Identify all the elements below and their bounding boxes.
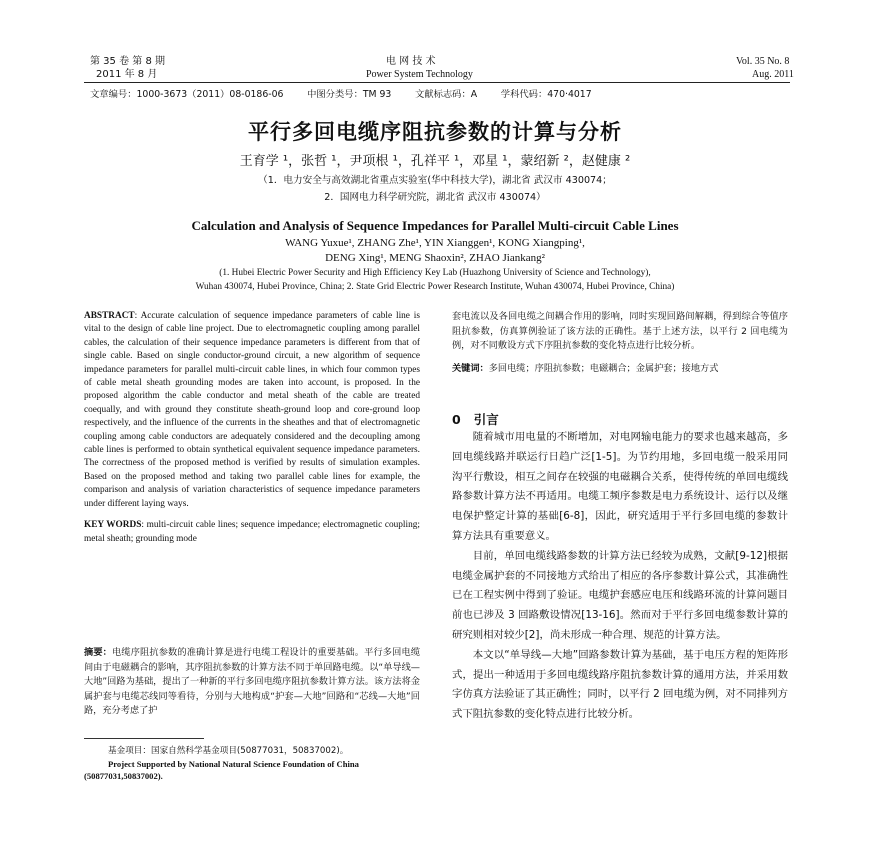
keywords-zh-text: 多回电缆；序阻抗参数；电磁耦合；金属护套；接地方式: [488, 362, 719, 374]
abstract-label: ABSTRACT: [84, 311, 135, 321]
keywords-en-label: KEY WORDS: [84, 520, 142, 531]
header-date: 2011 年 8 月: [96, 69, 158, 80]
abstract-zh-continued: [452, 310, 788, 376]
fund-zh: 基金项目：国家自然科学基金项目(50877031，50837002)。: [108, 746, 349, 756]
affiliation-en-1: (1. Hubei Electric Power Security and High Efficiency Key Lab (Huazhong University of Science and Technology),: [219, 268, 651, 278]
abstract-text: : Accurate calculation of sequence impedance parameters of cable line is vital to the design of cable line project. Due to electromagnetic coupling among parallel cables, the calculation of their sequence impedance parameters is different from that of single cable. Based on single conductor-ground circuit, a new algorithm of sequence impedance parameters for parallel multi-circuit cable lines, in which four common types of cable metal sheath grounding modes are taken into account, is proposed. In the proposed algorithm the cable conductor and metal sheath of the cable are treated coequally, and with ground they constitute sheath-ground loop and core-ground loop respectively, and the influence of the currents in the sheathes and that of electromagnetic coupling among cable conductors are adequately considered and the decoupling among cable lines is performed to obtain synthetical equivalent sequence impedance parameters. The correctness of the proposed method is verified by results of simulation examples. Based on the proposed method and taking two parallel cable lines for example, the comparison and analysis of variation characteristics of sequence impedance parameters under different laying ways.: [84, 311, 420, 509]
fund-en-text: Project Supported by National Natural Science Foundation of China (50877031,50837002).: [84, 759, 359, 782]
abstract-zh-label: 摘要：: [84, 647, 113, 658]
fund-en: [84, 758, 420, 783]
header-journal-en: Power System Technology: [366, 69, 473, 80]
intro-paragraph-2: 目前，单回电缆线路参数的计算方法已经较为成熟，文献[9-12]根据电缆金属护套的不同接地方式给出了相应的各序参数计算公式，其准确性已在工程实例中得到了验证。电缆护套感应电压和线路环流的计算问题目前也已涉及 3 回路敷设情况[13-16]。然而对于平行多回电缆参数计算的研究则相对较少[2]，尚未形成一种合理、规范的计算方法。: [452, 549, 788, 641]
intro-paragraph-1: 随着城市用电量的不断增加，对电网输电能力的要求也越来越高，多回电缆线路并联运行日趋广泛[1-5]。为节约用地，多回电缆一般采用同沟平行敷设，相互之间存在较强的电磁耦合关系，使得传统的单回电缆线路参数计算方法不再适用。电缆工频序参数是电力系统设计、运行以及继电保护整定计算的基础[6-8]，因此，研究适用于平行多回电缆的参数计算方法具有重要意义。: [452, 431, 788, 542]
introduction-body: [452, 428, 788, 725]
affiliation-en-2: Wuhan 430074, Hubei Province, China; 2. State Grid Electric Power Research Institute, Wuhan 430074, Hubei Province, China): [195, 282, 675, 292]
section-heading-introduction: 0 引言: [452, 412, 499, 427]
title-en: Calculation and Analysis of Sequence Impedances for Parallel Multi-circuit Cable Lines: [191, 218, 679, 233]
abstract-en: [84, 310, 420, 546]
keywords-en-text: : multi-circuit cable lines; sequence impedance; electromagnetic coupling; metal sheath; grounding mode: [84, 520, 420, 544]
authors-en-1: WANG Yuxue¹, ZHANG Zhe¹, YIN Xianggen¹, KONG Xiangping¹,: [285, 237, 585, 249]
authors-en-2: DENG Xing¹, MENG Shaoxin², ZHAO Jiankang²: [325, 252, 545, 264]
keywords-zh-label: 关键词：: [452, 362, 489, 374]
abstract-zh-text: 电缆序阻抗参数的准确计算是进行电缆工程设计的重要基础。平行多回电缆间由于电磁耦合的影响，其序阻抗参数的计算方法不同于单回路电缆。以“单导线—大地”回路为基础，提出了一种新的平行多回电缆序阻抗参数计算方法。该方法将金属护套与电缆芯线同等看待，分别与大地构成“护套—大地”回路和“芯线—大地”回路，充分考虑了护: [84, 647, 421, 717]
header-volume: 第 35 卷 第 8 期: [90, 56, 165, 67]
footnote-rule: [84, 738, 204, 739]
intro-paragraph-3: 本文以“单导线—大地”回路参数计算为基础，基于电压方程的矩阵形式，提出一种适用于多回电缆线路序阻抗参数计算的通用方法，并采用数字仿真方法验证了其正确性；同时，以平行 2 回电缆为例，对不同排列方式下阻抗参数的变化特点进行比较分析。: [452, 648, 788, 721]
authors-zh: 王育学 ¹，张哲 ¹，尹项根 ¹，孔祥平 ¹，邓星 ¹，蒙绍新 ²，赵健康 ²: [239, 154, 631, 169]
header-vol-en: Vol. 35 No. 8: [736, 56, 790, 67]
article-meta: 文章编号：1000-3673（2011）08-0186-06 中图分类号：TM 93 文献标志码：A 学科代码：470·4017: [90, 89, 592, 100]
title-zh: 平行多回电缆序阻抗参数的计算与分析: [248, 120, 622, 144]
header-journal-zh: 电 网 技 术: [386, 56, 436, 67]
header-date-en: Aug. 2011: [752, 69, 794, 80]
header-rule: [84, 82, 790, 83]
affiliation-zh-2: 2．国网电力科学研究院，湖北省 武汉市 430074）: [324, 192, 546, 203]
affiliation-zh-1: （1．电力安全与高效湖北省重点实验室(华中科技大学)，湖北省 武汉市 430074；: [258, 175, 612, 186]
abstract-zh: [84, 646, 420, 719]
abstract-zh-cont-text: 套电流以及各回电缆之间耦合作用的影响，同时实现回路间解耦，得到综合等值序阻抗参数，仿真算例验证了该方法的正确性。基于上述方法，以平行 2 回电缆为例，对不同敷设方式下序阻抗参数的变化特点进行比较分析。: [452, 311, 788, 352]
